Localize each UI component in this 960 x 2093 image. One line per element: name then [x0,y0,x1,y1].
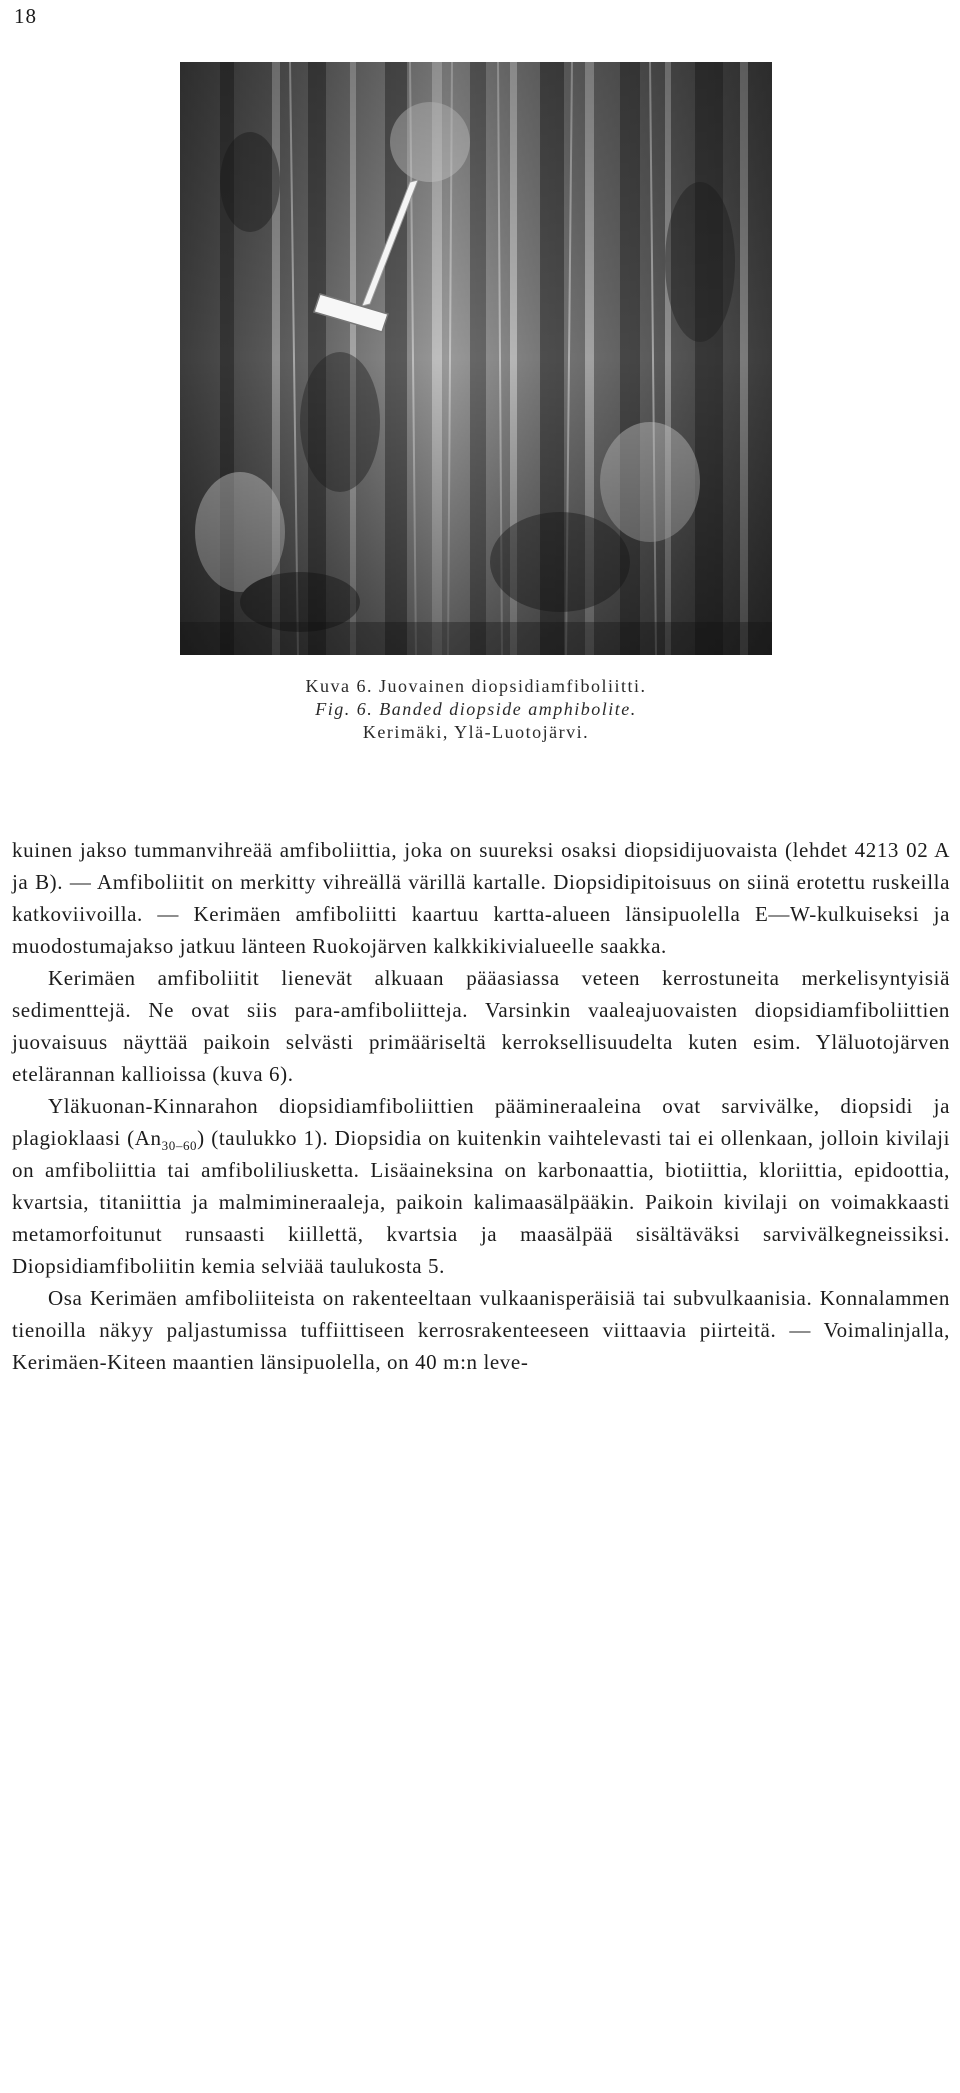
outcrop-photo-image [180,62,772,655]
figure-photo [180,62,772,655]
body-text [12,834,950,1378]
caption-english: Fig. 6. Banded diopside amphibolite. [315,699,637,719]
paragraph-3-end: ) (taulukko 1). Diopsidia on kuitenkin vaihtelevasti tai ei ollenkaan, jolloin kivilaji on amfiboliittia tai amfiboliliusketta. Lisäaineksina on karbonaattia, biotiittia, kloriittia, epidoottia, kvartsia, titaniittia ja malmimineraaleja, paikoin kalimaasälpääkin. Paikoin kivilaji on voimakkaasti metamorfoitunut runsaasti kiillettä, kvartsia ja maasälpää sisältäväksi sarvivälkegneissiksi. Diopsidiamfiboliitin kemia selviää taulukosta 5. [12,1126,950,1278]
paragraph-4: Osa Kerimäen amfiboliiteista on rakenteeltaan vulkaanisperäisiä tai subvulkaanisia. Konnalammen tienoilla näkyy paljastumissa tuffiittiseen kerrosrakenteeseen viittaavia piirteitä. — Voimalinjalla, Kerimäen-Kiteen maantien länsipuolella, on 40 m:n leve- [12,1286,950,1374]
paragraph-3 [12,1090,950,1282]
anorthite-range: 30–60 [161,1138,198,1154]
paragraph-3-start: Yläkuonan-Kinnarahon diopsidiamfiboliittien päämineraaleina ovat sarvivälke, diopsidi ja plagioklaasi (An [12,1094,950,1150]
paragraph-1: kuinen jakso tummanvihreää amfiboliittia, joka on suureksi osaksi diopsidijuovaista (lehdet 4213 02 A ja B). — Amfiboliitit on merkitty vihreällä värillä kartalle. Diopsidipitoisuus on siinä erotettu ruskeilla katkoviivoilla. — Kerimäen amfiboliitti kaartuu kartta-alueen länsipuolella E—W-kulkuiseksi ja muodostumajakso jatkuu länteen Ruokojärven kalkkikivialueelle saakka. [12,838,950,958]
page-number: 18 [14,4,37,28]
caption-location: Kerimäki, Ylä-Luotojärvi. [362,722,590,742]
caption-finnish: Kuva 6. Juovainen diopsidiamfiboliitti. [305,676,647,696]
figure-caption [180,675,772,744]
paragraph-2: Kerimäen amfiboliitit lienevät alkuaan pääasiassa veteen kerrostuneita merkelisyntyisiä sedimenttejä. Ne ovat siis para-amfiboliitteja. Varsinkin vaaleajuovaisten diopsidiamfiboliittien juovaisuus näyttää paikoin selvästi primääriseltä kerroksellisuudelta kuten esim. Yläluotojärven etelärannan kallioissa (kuva 6). [12,966,950,1086]
